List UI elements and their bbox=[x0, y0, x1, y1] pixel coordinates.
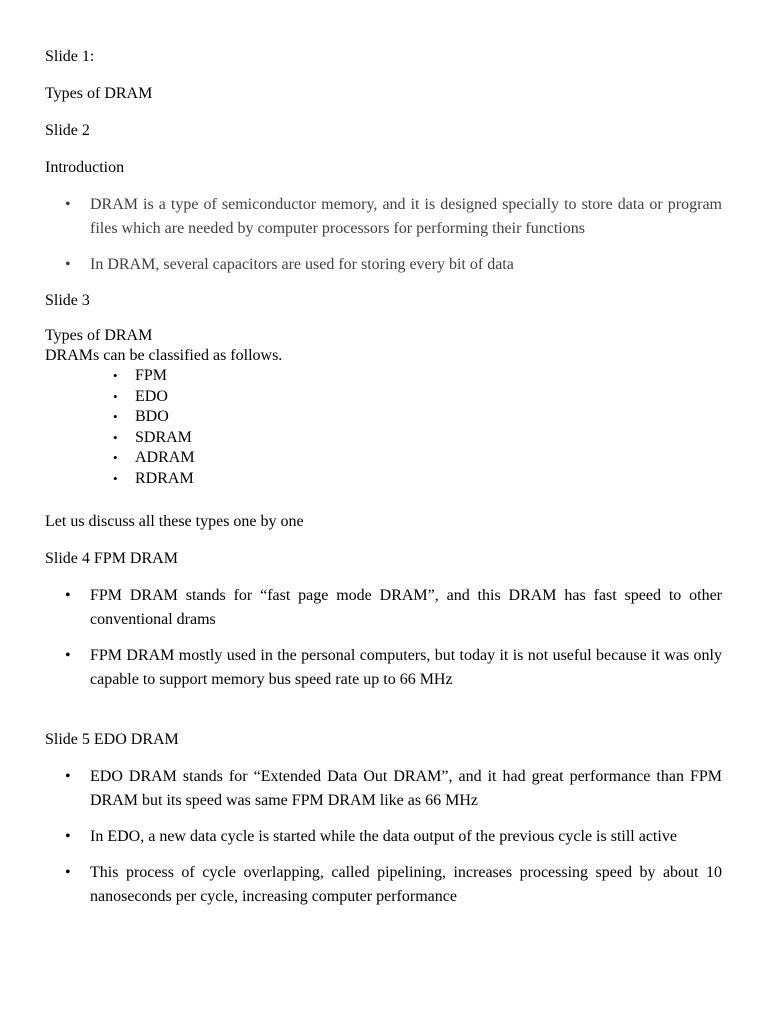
list-item: • ADRAM bbox=[45, 448, 722, 469]
list-item: • FPM bbox=[45, 366, 722, 387]
list-item: • In EDO, a new data cycle is started while the data output of the previous cycle is still active bbox=[45, 825, 722, 849]
slide3-intro: DRAMs can be classified as follows. bbox=[45, 347, 283, 364]
slide3-title: Types of DRAM bbox=[45, 327, 153, 344]
dram-types-list bbox=[45, 366, 722, 490]
list-item: • EDO DRAM stands for “Extended Data Out DRAM”, and it had great performance than FPM DRAM but its speed was same FPM DRAM like as 66 MHz bbox=[45, 765, 722, 813]
document-page bbox=[45, 45, 722, 921]
slide1-label: Slide 1: bbox=[45, 48, 95, 65]
slide2-title: Introduction bbox=[45, 159, 125, 176]
list-item: • DRAM is a type of semiconductor memory, and it is designed specially to store data or program files which are needed by computer processors for performing their functions bbox=[45, 193, 722, 241]
slide5-label: Slide 5 EDO DRAM bbox=[45, 730, 179, 748]
slide4-label: Slide 4 FPM DRAM bbox=[45, 549, 178, 567]
list-item: • EDO bbox=[45, 387, 722, 408]
slide5-bullet-list bbox=[45, 765, 722, 909]
spacer bbox=[45, 704, 722, 728]
list-item: • FPM DRAM mostly used in the personal computers, but today it is not useful because it was only capable to support memory bus speed rate up to 66 MHz bbox=[45, 644, 722, 692]
list-item: • This process of cycle overlapping, called pipelining, increases processing speed by about 10 nanoseconds per cycle, increasing computer performance bbox=[45, 861, 722, 909]
slide3-outro: Let us discuss all these types one by one bbox=[45, 512, 304, 530]
slide2-label: Slide 2 bbox=[45, 122, 90, 139]
slide1-title: Types of DRAM bbox=[45, 85, 153, 102]
slide3-label: Slide 3 bbox=[45, 292, 90, 309]
list-item: • BDO bbox=[45, 407, 722, 428]
slide4-bullet-list bbox=[45, 584, 722, 692]
list-item: • RDRAM bbox=[45, 469, 722, 490]
list-item: • In DRAM, several capacitors are used for storing every bit of data bbox=[45, 253, 722, 277]
slide2-bullet-list bbox=[45, 193, 722, 277]
list-item: • FPM DRAM stands for “fast page mode DRAM”, and this DRAM has fast speed to other conventional drams bbox=[45, 584, 722, 632]
list-item: • SDRAM bbox=[45, 428, 722, 449]
